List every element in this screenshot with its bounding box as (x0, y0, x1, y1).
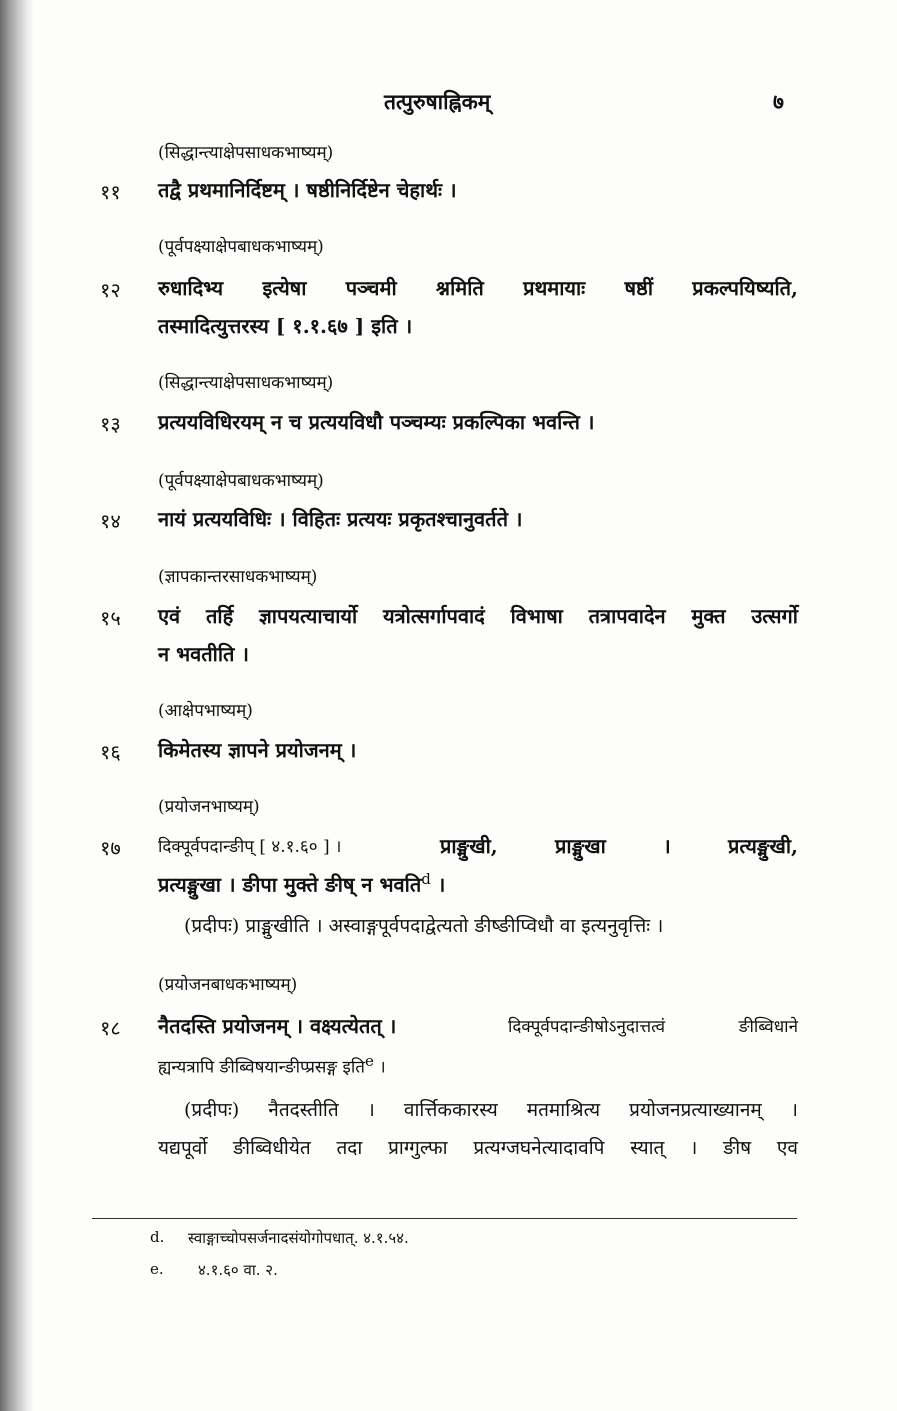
section-label: (ज्ञापकान्तरसाधकभाष्यम्) (158, 567, 318, 587)
pradipa-commentary: यद्यपूर्वो ङीब्विधीयेत तदा प्राग्गुल्फा प्रत्यग्जघनेत्यादावपि स्यात् । ङीष एव (158, 1137, 798, 1159)
section-label: (पूर्वपक्ष्याक्षेपबाधकभाष्यम्) (158, 471, 324, 491)
paragraph-number: १५ (100, 606, 121, 630)
section-label: (सिद्धान्त्याक्षेपसाधकभाष्यम्) (158, 143, 334, 163)
paragraph-number: ११ (100, 180, 121, 204)
paragraph-number: १४ (100, 509, 121, 533)
bhashya-text: प्राङ्मुखी, प्राङ्मुखा । प्रत्यङ्मुखी, (440, 834, 798, 858)
section-label: (पूर्वपक्ष्याक्षेपबाधकभाष्यम्) (158, 237, 324, 257)
scanned-page-edge (0, 0, 34, 1411)
bhashya-text: न भवतीति । (158, 642, 249, 666)
bhashya-text: रुधादिभ्य इत्येषा पञ्चमी श्नमिति प्रथमायाः षष्ठीं प्रकल्पयिष्यति, (158, 276, 798, 300)
page-number: ७ (773, 89, 784, 114)
paragraph-number: १६ (100, 740, 121, 764)
bhashya-text: एवं तर्हि ज्ञापयत्याचार्यो यत्रोत्सर्गापवादं विभाषा तत्रापवादेन मुक्त उत्सर्गो (158, 604, 798, 628)
footnote-mark: d. (150, 1228, 165, 1246)
bhashya-text: प्रत्यङ्मुखा । ङीपा मुक्ते ङीष् न भवति$^d$ । (158, 870, 446, 897)
bhashya-text: किमेतस्य ज्ञापने प्रयोजनम् । (158, 738, 357, 762)
paragraph-number: १७ (100, 836, 121, 860)
paragraph-number: १८ (100, 1016, 121, 1040)
footnote-ref: e (365, 1052, 374, 1070)
running-header-title: तत्पुरुषाह्निकम् (384, 89, 491, 114)
footnote-rule (92, 1218, 797, 1219)
bhashya-text: तस्मादित्युत्तरस्य [ १.१.६७ ] इति । (158, 314, 413, 338)
footnote-mark: e. (150, 1260, 164, 1278)
paragraph-number: १२ (100, 278, 121, 302)
footnote-text: स्वाङ्गाच्चोपसर्जनादसंयोगोपधात्. ४.१.५४. (188, 1229, 409, 1247)
bhashya-text: नैतदस्ति प्रयोजनम् । वक्ष्यत्येतत् । (158, 1014, 397, 1038)
footnote-text: ४.१.६० वा. २. (198, 1261, 278, 1279)
vartika-text: ह्यन्यत्रापि ङीब्विषयान्ङीप्प्रसङ्ग इति$^e$ । (158, 1052, 386, 1078)
pradipa-commentary: (प्रदीपः) नैतदस्तीति । वार्त्तिककारस्य मतमाश्रित्य प्रयोजनप्रत्याख्यानम् । (184, 1099, 798, 1121)
sutra-text: दिक्पूर्वपदान्ङीप् [ ४.१.६० ] । (158, 837, 342, 857)
bhashya-text: नायं प्रत्ययविधिः । विहितः प्रत्ययः प्रकृतश्चानुवर्तते । (158, 507, 523, 531)
footnote-ref: d (421, 870, 431, 888)
bhashya-text: प्रत्ययविधिरयम् न च प्रत्ययविधौ पञ्चम्यः प्रकल्पिका भवन्ति । (158, 410, 595, 434)
bhashya-text: तद्वै प्रथमानिर्दिष्टम् । षष्ठीनिर्दिष्टेन चेहार्थः । (158, 178, 457, 202)
paragraph-number: १३ (100, 412, 121, 436)
pradipa-commentary: (प्रदीपः) प्राङ्मुखीति । अस्वाङ्गपूर्वपदाद्वेत्यतो ङीष्ङीप्विधौ वा इत्यनुवृत्तिः । (184, 915, 664, 937)
vartika-text: दिक्पूर्वपदान्ङीषोऽनुदात्तत्वं ङीब्विधाने (508, 1017, 798, 1037)
section-label: (सिद्धान्त्याक्षेपसाधकभाष्यम्) (158, 373, 334, 393)
section-label: (प्रयोजनभाष्यम्) (158, 797, 260, 817)
section-label: (प्रयोजनबाधकभाष्यम्) (158, 975, 298, 995)
section-label: (आक्षेपभाष्यम्) (158, 701, 253, 721)
